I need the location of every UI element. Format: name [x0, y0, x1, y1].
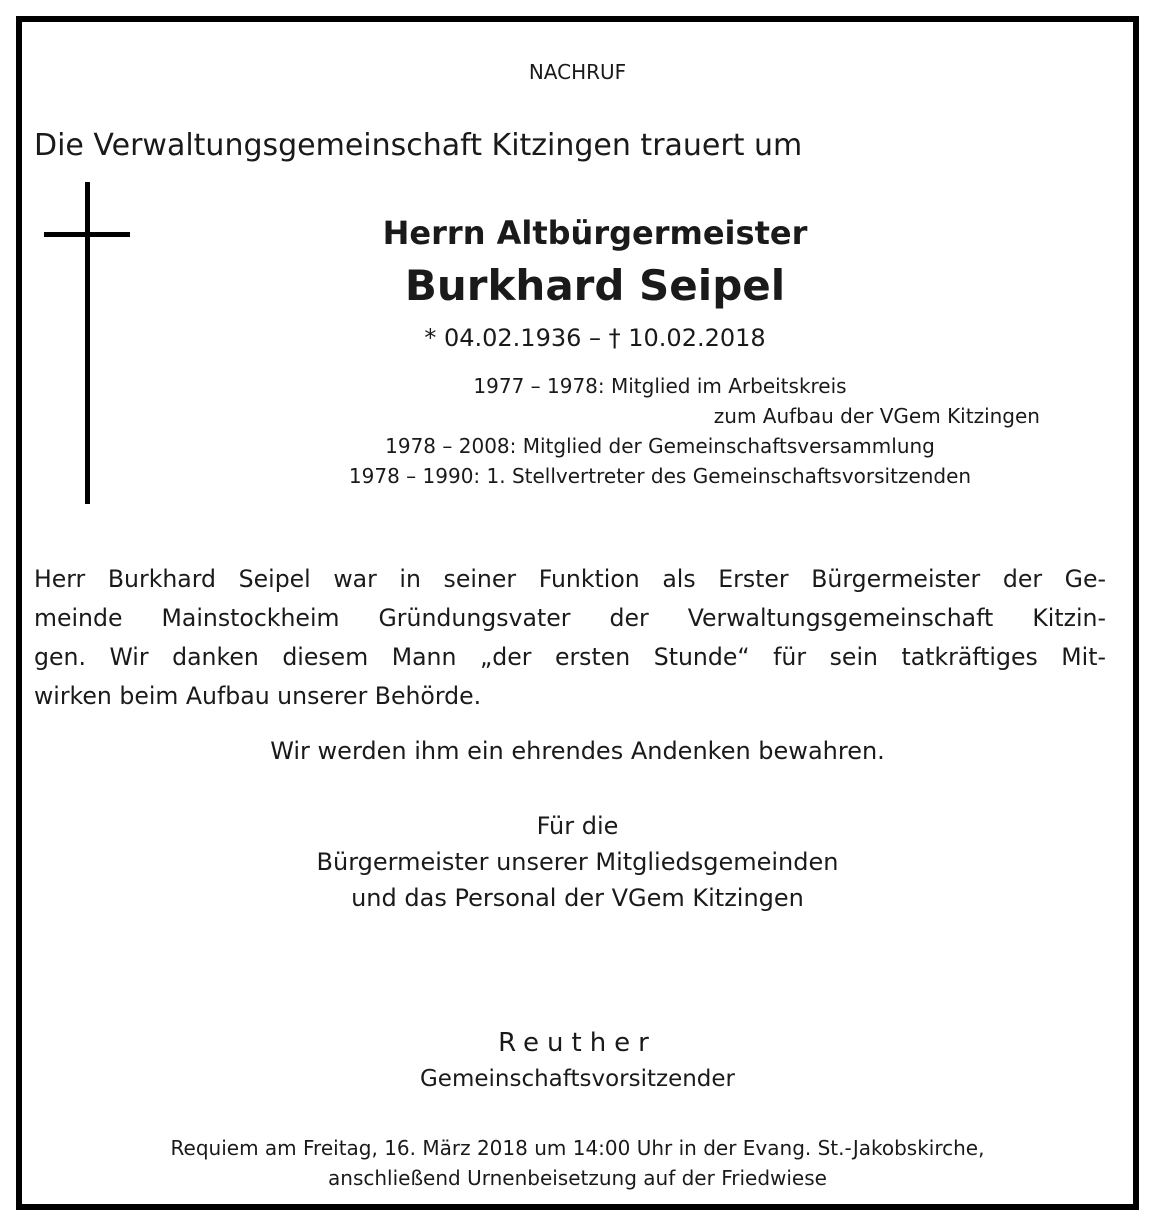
cross-horizontal-bar: [44, 232, 130, 237]
signer-role: Gemeinschaftsvorsitzender: [419, 1066, 736, 1092]
tribute-line: meinde Mainstockheim Gründungsvater der Verwaltungsgemeinschaft Kitzin-: [34, 604, 1106, 632]
obituary-heading: NACHRUF: [528, 60, 627, 84]
career-item: 1978 – 2008: Mitglied der Gemeinschaftsversammlung: [385, 434, 935, 458]
farewell-line: Wir werden ihm ein ehrendes Andenken bewahren.: [270, 737, 885, 765]
career-item: 1978 – 1990: 1. Stellvertreter des Gemeinschaftsvorsitzenden: [348, 464, 972, 488]
deceased-name: Burkhard Seipel: [404, 261, 786, 310]
signatories-line: Für die: [536, 812, 619, 840]
intro-line: Die Verwaltungsgemeinschaft Kitzingen trauert um: [34, 128, 803, 163]
tribute-line: wirken beim Aufbau unserer Behörde.: [34, 682, 482, 710]
signatories-line: und das Personal der VGem Kitzingen: [351, 884, 804, 912]
deceased-title: Herrn Altbürgermeister: [382, 214, 808, 252]
tribute-paragraph: [34, 560, 1106, 716]
career-item: zum Aufbau der VGem Kitzingen: [713, 404, 1040, 428]
tribute-line: Herr Burkhard Seipel war in seiner Funktion als Erster Bürgermeister der Ge-: [34, 565, 1106, 593]
requiem-line: Requiem am Freitag, 16. März 2018 um 14:00 Uhr in der Evang. St.-Jakobskirche,: [170, 1136, 985, 1160]
career-item: 1977 – 1978: Mitglied im Arbeitskreis: [473, 374, 847, 398]
tribute-line: gen. Wir danken diesem Mann „der ersten Stunde“ für sein tatkräftiges Mit-: [34, 643, 1106, 671]
requiem-line: anschließend Urnenbeisetzung auf der Friedwiese: [328, 1166, 827, 1190]
signer-name: Reuther: [498, 1028, 657, 1058]
deceased-dates: * 04.02.1936 – † 10.02.2018: [424, 324, 766, 352]
cross-vertical-bar: [85, 182, 90, 504]
signatories-line: Bürgermeister unserer Mitgliedsgemeinden: [316, 848, 839, 876]
